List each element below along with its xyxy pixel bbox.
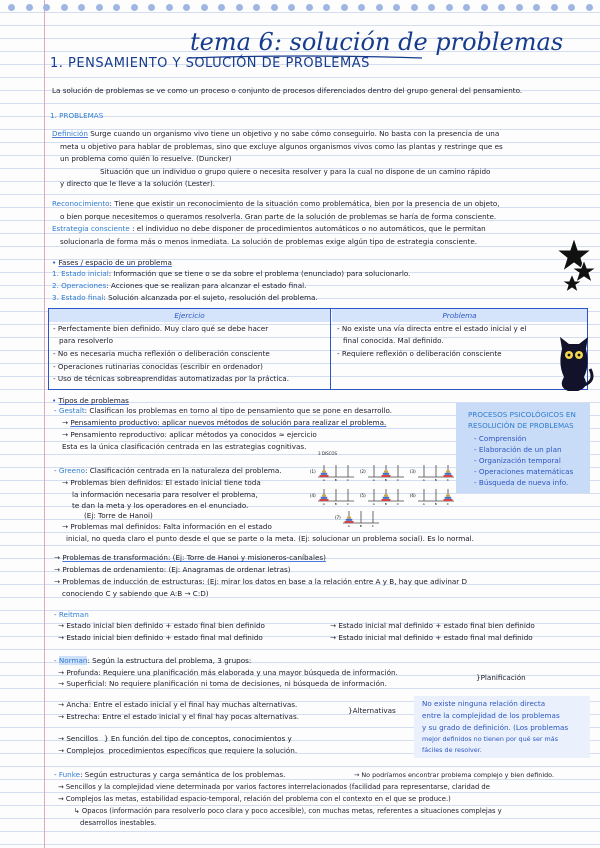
binder-hole <box>551 4 558 11</box>
exercise-vs-problem-table <box>48 308 588 390</box>
binder-hole <box>481 4 488 11</box>
hanoi-state <box>335 511 379 528</box>
box-item: - Elaboración de un plan <box>474 445 562 454</box>
binder-hole <box>43 4 50 11</box>
table-cell: - Operaciones rutinarias conocidas (escribir en ordenador) <box>53 362 263 371</box>
binder-hole <box>271 4 278 11</box>
hanoi-peg-letter: B <box>434 502 437 506</box>
hanoi-disc <box>384 495 388 497</box>
binder-hole <box>341 4 348 11</box>
table-header-exercise: Ejercicio <box>49 309 330 322</box>
hanoi-disc <box>383 473 390 475</box>
hanoi-caption: 3 DISCOS <box>318 451 338 456</box>
greeno-item: → Problemas bien definidos: El estado inicial tiene toda <box>62 478 261 487</box>
phase-item: 1. Estado inicial: Información que se tiene o se da sobre el problema (enunciado) para solucionarlo. <box>52 269 411 278</box>
complexity-note: No existe ninguna relación directa entre la complejidad de los problemas y su grado de definición. (Los problemas mejor definidos no tienen por qué ser más fáciles de resolver. <box>414 696 590 758</box>
greeno-line: - Greeno: Clasificación centrada en la naturaleza del problema. <box>54 466 282 475</box>
page-title: tema 6: solución de problemas <box>190 28 564 56</box>
hanoi-disc <box>320 475 329 477</box>
binder-hole <box>306 4 313 11</box>
box-item: - Comprensión <box>474 434 527 443</box>
hanoi-peg-letter: B <box>384 502 387 506</box>
hanoi-label: (2) <box>360 469 366 474</box>
hanoi-peg-letter: A <box>347 524 350 528</box>
hanoi-disc <box>382 499 391 501</box>
binder-hole <box>26 4 33 11</box>
section-heading: 1. PENSAMIENTO Y SOLUCIÓN DE PROBLEMAS <box>50 56 370 71</box>
hanoi-disc <box>446 495 450 497</box>
box-item: - Organización temporal <box>474 456 561 465</box>
binder-hole <box>61 4 68 11</box>
definition-text: Surge cuando un organismo vivo tiene un objetivo y no sabe cómo conseguirlo. No basta con la presencia de una <box>90 129 500 138</box>
hanoi-label: (6) <box>410 493 416 498</box>
hanoi-disc <box>444 499 453 501</box>
definition-text: meta u objetivo para hablar de problemas, sino que excluye algunos organismos vivos como las plantas y restringe que es <box>60 142 503 151</box>
hanoi-peg-letter: A <box>322 502 325 506</box>
recognition-text: o bien porque necesitemos o queramos resolverla. Gran parte de la solución de problemas se haría de forma consciente. <box>60 212 497 221</box>
hanoi-disc <box>320 499 329 501</box>
gestalt-note: Esta es la única clasificación centrada en las estrategias cognitivas. <box>62 442 307 451</box>
norman-item: → Sencillos <box>58 734 98 743</box>
hanoi-disc <box>322 495 326 497</box>
hanoi-label: (5) <box>360 493 366 498</box>
table-header-problem: Problema <box>332 309 587 322</box>
cat-icon <box>556 335 594 393</box>
greeno-text: la información necesaria para resolver el problema, <box>72 490 258 499</box>
table-divider <box>330 309 331 389</box>
norman-text: } En función del tipo de conceptos, conocimientos y <box>104 734 292 743</box>
norman-item: → Profunda: Requiere una planificación más elaborada y una mayor búsqueda de información. <box>58 668 398 677</box>
types-heading: • Tipos de problemas <box>52 396 129 405</box>
hanoi-peg-letter: A <box>372 502 375 506</box>
hanoi-disc <box>382 475 391 477</box>
binder-hole <box>166 4 173 11</box>
funke-line: - Funke: Según estructuras y carga semántica de los problemas. <box>54 770 286 779</box>
hanoi-peg-letter: A <box>372 478 375 482</box>
hanoi-peg-letter: B <box>384 478 387 482</box>
greeno-text: te dan la meta y los operadores en el enunciado. <box>72 501 249 510</box>
norman-text: procedimientos específicos que requiere la solución. <box>108 746 298 755</box>
binder-hole <box>323 4 330 11</box>
hanoi-peg-letter: B <box>434 478 437 482</box>
hanoi-disc <box>347 517 351 519</box>
norman-item: → Complejos <box>58 746 104 755</box>
funke-item: → Complejos las metas, estabilidad espacio-temporal, relación del problema con el contexto en el que se produce.) <box>58 795 451 803</box>
funke-item: ↳ Opacos (información para resolverlo poco clara y poco accesible), con muchas metas, referentes a situaciones complejas y <box>74 807 502 815</box>
recognition-line: Reconocimiento: Tiene que existir un reconocimiento de la situación como problemática, bien por la presencia de un objeto, <box>52 199 500 208</box>
hanoi-state <box>310 489 354 506</box>
hanoi-disc <box>321 473 328 475</box>
hanoi-peg-letter: C <box>396 502 399 506</box>
margin-line <box>44 0 45 848</box>
binder-hole <box>446 4 453 11</box>
hanoi-peg-letter: C <box>346 502 349 506</box>
hanoi-peg-letter: B <box>359 524 362 528</box>
hanoi-disc <box>345 521 354 523</box>
strategy-line <box>52 223 486 235</box>
definition-text: y directo que le lleve a la solución (Lester). <box>60 179 216 188</box>
binder-hole <box>96 4 103 11</box>
definition-line <box>52 128 499 140</box>
reitman-item: → Estado inicial bien definido + estado final bien definido <box>58 621 265 630</box>
binder-hole <box>78 4 85 11</box>
greeno-subtype: → Problemas de transformación: (Ej: Torre de Hanoi y misioneros-caníbales) <box>54 553 326 562</box>
greeno-text: conociendo C y sabiendo que A:B → C:D) <box>62 589 209 598</box>
hanoi-disc <box>322 471 326 473</box>
binder-hole <box>516 4 523 11</box>
psych-processes-box <box>456 403 590 493</box>
binder-hole <box>236 4 243 11</box>
gestalt-line: - Gestalt: Clasifican los problemas en torno al tipo de pensamiento que se pone en desarrollo. <box>54 406 393 415</box>
hanoi-diagram <box>310 455 460 528</box>
hanoi-peg-letter: C <box>446 502 449 506</box>
greeno-subtype: → Problemas de ordenamiento: (Ej: Anagramas de ordenar letras) <box>54 565 291 574</box>
box-title: PROCESOS PSICOLÓGICOS EN <box>468 410 576 419</box>
table-cell: - No es necesaria mucha reflexión o deliberación consciente <box>53 349 270 358</box>
hanoi-disc <box>445 473 452 475</box>
star-icon <box>558 236 598 296</box>
hanoi-state <box>360 489 404 506</box>
binder-hole <box>376 4 383 11</box>
intro-text: La solución de problemas se ve como un proceso o conjunto de procesos diferenciados dentro del grupo general del pensamiento. <box>52 86 523 95</box>
reitman-item: → Estado inicial mal definido + estado final mal definido <box>330 633 533 642</box>
hanoi-peg-letter: C <box>446 478 449 482</box>
binder-hole <box>533 4 540 11</box>
strategy-text: solucionarla de forma más o menos inmediata. La solución de problemas exige algún tipo de estrategia consciente. <box>60 237 478 246</box>
hanoi-peg-letter: A <box>422 478 425 482</box>
strategy-label: Estrategia consciente <box>52 224 130 233</box>
hanoi-label: (1) <box>310 469 316 474</box>
binder-hole <box>411 4 418 11</box>
hanoi-disc <box>346 519 353 521</box>
hanoi-label: (7) <box>335 515 341 520</box>
hanoi-label: (4) <box>310 493 316 498</box>
gestalt-item: → Pensamiento productivo: aplicar nuevos métodos de solución para realizar el problema. <box>62 418 387 427</box>
definition-text: Situación que un individuo o grupo quiere o necesita resolver y para la cual no dispone de un camino rápido <box>100 167 491 176</box>
table-cell: para resolverlo <box>59 336 113 345</box>
binder-hole <box>218 4 225 11</box>
binder-hole <box>568 4 575 11</box>
binder-holes <box>0 4 600 12</box>
norman-item: → Superficial: No requiere planificación ni toma de decisiones, ni búsqueda de información. <box>58 679 387 688</box>
greeno-item: → Problemas mal definidos: Falta información en el estado <box>62 522 272 531</box>
hanoi-peg-letter: B <box>334 502 337 506</box>
hanoi-peg-letter: B <box>334 478 337 482</box>
greeno-text: inicial, no queda claro el punto desde el que se parte o la meta. (Ej: solucionar un problema social). Es lo normal. <box>66 534 474 543</box>
hanoi-disc <box>444 475 453 477</box>
hanoi-disc <box>384 471 388 473</box>
funke-note: → No podríamos encontrar problema complejo y bien definido. <box>354 771 555 779</box>
reitman-line: - Reitman <box>54 610 89 619</box>
hanoi-peg-letter: C <box>346 478 349 482</box>
brace-label: }Planificación <box>476 673 526 682</box>
binder-hole <box>113 4 120 11</box>
binder-hole <box>428 4 435 11</box>
gestalt-item: → Pensamiento reproductivo: aplicar métodos ya conocidos ≈ ejercicio <box>62 430 317 439</box>
definition-label: Definición <box>52 129 88 138</box>
hanoi-state <box>410 465 454 482</box>
hanoi-disc <box>383 497 390 499</box>
box-item: - Búsqueda de nueva info. <box>474 478 569 487</box>
hanoi-state <box>410 489 454 506</box>
hanoi-label: (3) <box>410 469 416 474</box>
phases-heading: • Fases / espacio de un problema <box>52 258 172 267</box>
binder-hole <box>498 4 505 11</box>
brace-label: }Alternativas <box>348 706 396 715</box>
hanoi-disc <box>321 497 328 499</box>
reitman-item: → Estado inicial bien definido + estado final mal definido <box>58 633 263 642</box>
greeno-subtype: → Problemas de inducción de estructuras: (Ej: mirar los datos en base a la relación entre A y B, hay que adivinar D <box>54 577 468 586</box>
binder-hole <box>148 4 155 11</box>
funke-item: → Sencillos y la complejidad viene determinada por varios factores interrelacionados (facilidad para representarse, claridad de <box>58 783 490 791</box>
table-cell: - Requiere reflexión o deliberación consciente <box>337 349 502 358</box>
phase-item: 3. Estado final: Solución alcanzada por el sujeto, resolución del problema. <box>52 293 318 302</box>
binder-hole <box>288 4 295 11</box>
table-cell: - No existe una vía directa entre el estado inicial y el <box>337 324 527 333</box>
hanoi-peg-letter: A <box>322 478 325 482</box>
binder-hole <box>183 4 190 11</box>
binder-hole <box>393 4 400 11</box>
binder-hole <box>463 4 470 11</box>
recognition-text: Tiene que existir un reconocimiento de la situación como problemática, bien por la presencia de un objeto, <box>114 199 500 208</box>
box-item: - Operaciones matemáticas <box>474 467 574 476</box>
funke-text: desarrollos inestables. <box>80 819 157 827</box>
subsection-heading: 1. PROBLEMAS <box>50 111 104 120</box>
recognition-label: Reconocimiento <box>52 199 110 208</box>
norman-line: - Norman: Según la estructura del problema, 3 grupos: <box>54 656 252 665</box>
strategy-text: : el individuo no debe disponer de procedimientos automáticos o no automáticos, que le permitan <box>132 224 486 233</box>
table-cell: final conocida. Mal definido. <box>343 336 444 345</box>
hanoi-peg-letter: A <box>422 502 425 506</box>
hanoi-disc <box>446 471 450 473</box>
binder-hole <box>131 4 138 11</box>
reitman-item: → Estado inicial mal definido + estado final bien definido <box>330 621 535 630</box>
table-cell: - Uso de técnicas sobreaprendidas automatizadas por la práctica. <box>53 374 289 383</box>
hanoi-peg-letter: C <box>371 524 374 528</box>
box-title: RESOLUCIÓN DE PROBLEMAS <box>468 421 574 430</box>
definition-text: un problema como quién lo resuelve. (Duncker) <box>60 154 232 163</box>
table-cell: - Perfectamente bien definido. Muy claro qué se debe hacer <box>53 324 269 333</box>
binder-hole <box>8 4 15 11</box>
norman-item: → Estrecha: Entre el estado inicial y el final hay pocas alternativas. <box>58 712 299 721</box>
binder-hole <box>201 4 208 11</box>
binder-hole <box>253 4 260 11</box>
hanoi-disc <box>445 497 452 499</box>
norman-item: → Ancha: Entre el estado inicial y el final hay muchas alternativas. <box>58 700 298 709</box>
hanoi-peg-letter: C <box>396 478 399 482</box>
binder-hole <box>586 4 593 11</box>
hanoi-state <box>310 465 354 482</box>
phase-item: 2. Operaciones: Acciones que se realizan para alcanzar el estado final. <box>52 281 307 290</box>
binder-hole <box>358 4 365 11</box>
greeno-text: (Ej: Torre de Hanoi) <box>84 511 153 520</box>
hanoi-state <box>360 465 404 482</box>
